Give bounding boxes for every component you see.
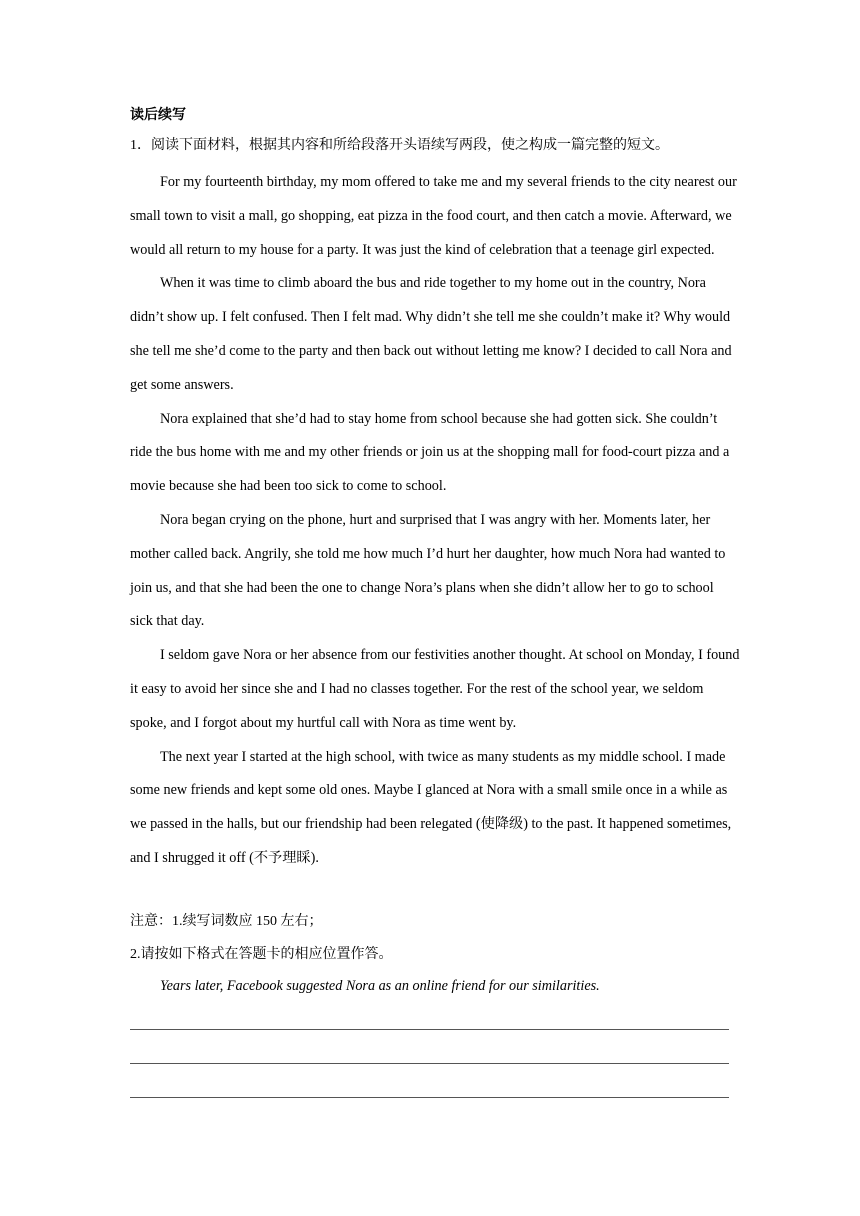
passage-paragraph: When it was time to climb aboard the bus and ride together to my home out in the country, Nora didn’t show up. I felt confused. Then I felt mad. Why didn’t she tell me she couldn’t make it? Why would she tell me she’d come to the party and then back out without letting me know? I decided to call Nora and get some answers. [130,275,732,393]
note-answer-format: 2.请按如下格式在答题卡的相应位置作答。 [130,947,393,962]
passage-paragraph: The next year I started at the high school, with twice as many students as my middle school. I made some new friends and kept some old ones. Maybe I glanced at Nora with a small smile once in a while as we passed in the halls, but our friendship had been relegated (使降级) to the past. It happened sometimes, and I shrugged it off (不予理睬). [130,748,732,866]
answer-line[interactable] [130,1097,729,1098]
answer-line[interactable] [130,1029,729,1030]
paragraph-starter: Years later, Facebook suggested Nora as an online friend for our similarities. [160,978,600,994]
passage-paragraph: Nora began crying on the phone, hurt and surprised that I was angry with her. Moments later, her mother called back. Angrily, she told me how much I’d hurt her daughter, how much Nora had wanted to join us, and that she had been the one to change Nora’s plans when she didn’t allow her to go to school sick that day. [130,511,726,630]
question-number: 1． [130,138,151,153]
section-title: 读后续写 [130,107,186,123]
question-text: 阅读下面材料，根据其内容和所给段落开头语续写两段，使之构成一篇完整的短文。 [151,138,669,153]
reading-passage [130,166,740,876]
passage-paragraph: I seldom gave Nora or her absence from our festivities another thought. At school on Monday, I found it easy to avoid her since she and I had no classes together. For the rest of the school year, we seldom spoke, and I forgot about my hurtful call with Nora as time went by. [130,647,740,731]
note-word-count: 注意：1.续写词数应 150 左右； [130,914,323,929]
answer-line[interactable] [130,1063,729,1064]
passage-paragraph: Nora explained that she’d had to stay home from school because she had gotten sick. She couldn’t ride the bus home with me and my other friends or join us at the shopping mall for food-court pizza and a movie because she had been too sick to come to school. [130,410,730,495]
question-instruction [130,134,669,154]
passage-paragraph: For my fourteenth birthday, my mom offered to take me and my several friends to the city nearest our small town to visit a mall, go shopping, eat pizza in the food court, and then catch a movie. Afterward, we would all return to my house for a party. It was just the kind of celebration that a teenage girl expected. [130,174,737,258]
